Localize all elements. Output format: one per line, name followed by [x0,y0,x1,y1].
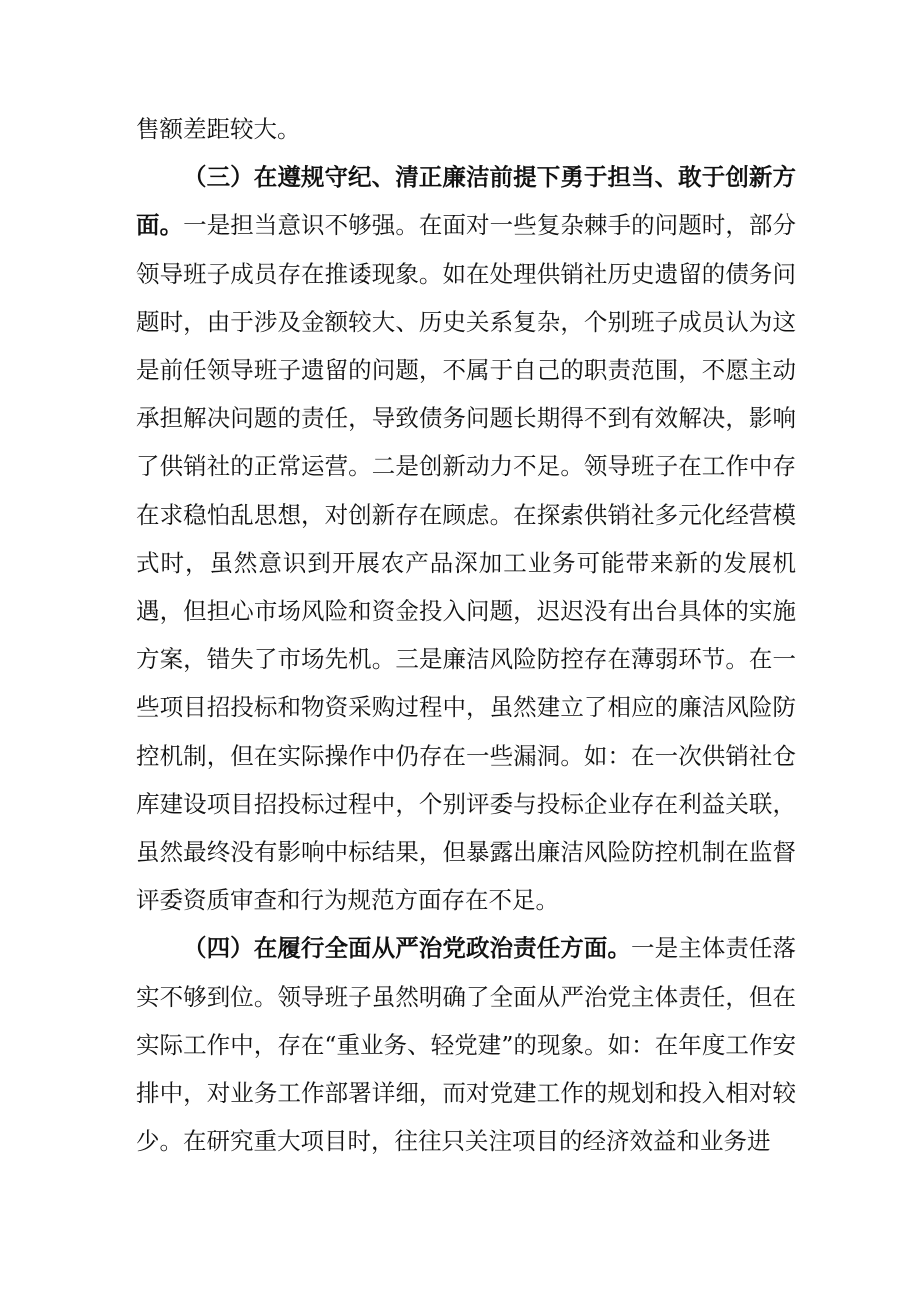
section-4-body: 一是主体责任落实不够到位。领导班子虽然明确了全面从严治党主体责任，但在实际工作中，存在“重业务、轻党建”的现象。如：在年度工作安排中，对业务工作部署详细，而对党建工作的规划和投入相对较少。在研究重大项目时，往往只关注项目的经济效益和业务进 [136,934,797,1156]
section-4-heading: （四）在履行全面从严治党政治责任方面。 [183,934,632,963]
section-3-paragraph [136,153,796,924]
section-4-paragraph [136,924,796,1165]
section-3-heading: （三）在遵规守纪、清正廉洁前提下勇于担当、敢于创新方面。 [136,163,796,240]
paragraph-continuation: 售额差距较大。 [136,115,301,143]
document-body [136,105,796,1165]
section-3-body: 一是担当意识不够强。在面对一些复杂棘手的问题时，部分领导班子成员存在推诿现象。如在处理供销社历史遗留的债务问题时，由于涉及金额较大、历史关系复杂，个别班子成员认为这是前任领导班子遗留的问题，不属于自己的职责范围，不愿主动承担解决问题的责任，导致债务问题长期得不到有效解决，影响了供销社的正常运营。二是创新动力不足。领导班子在工作中存在求稳怕乱思想，对创新存在顾虑。在探索供销社多元化经营模式时，虽然意识到开展农产品深加工业务可能带来新的发展机遇，但担心市场风险和资金投入问题，迟迟没有出台具体的实施方案，错失了市场先机。三是廉洁风险防控存在薄弱环节。在一些项目招投标和物资采购过程中，虽然建立了相应的廉洁风险防控机制，但在实际操作中仍存在一些漏洞。如：在一次供销社仓库建设项目招投标过程中，个别评委与投标企业存在利益关联，虽然最终没有影响中标结果，但暴露出廉洁风险防控机制在监督评委资质审查和行为规范方面存在不足。 [136,211,797,915]
